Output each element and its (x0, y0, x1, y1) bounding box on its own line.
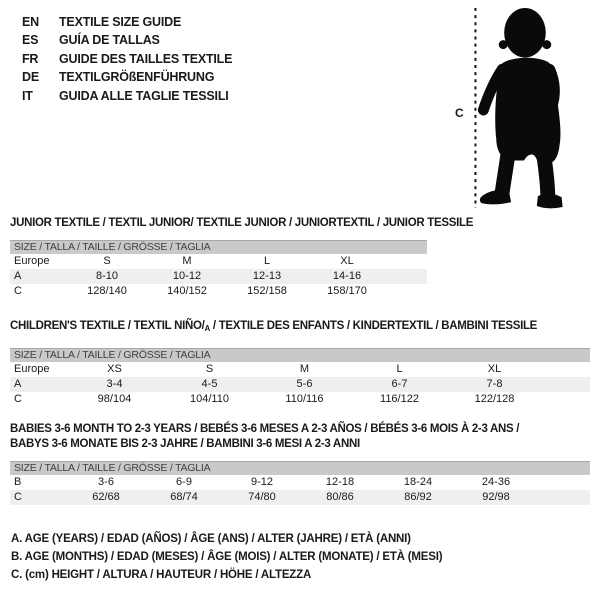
table-rows (10, 475, 590, 505)
size-value: M (299, 363, 310, 375)
table-row (10, 269, 427, 284)
table-row (10, 392, 590, 407)
size-value: 8-10 (95, 270, 119, 282)
size-value: 128/140 (87, 285, 127, 297)
size-header-bar: SIZE / TALLA / TAILLE / GRÖSSE / TAGLIA (10, 461, 590, 475)
language-code: EN (22, 15, 39, 29)
table-row (10, 362, 590, 377)
size-header-bar: SIZE / TALLA / TAILLE / GRÖSSE / TAGLIA (10, 348, 590, 362)
size-value: 116/122 (380, 393, 419, 405)
size-value: L (396, 363, 403, 375)
language-row (22, 50, 232, 68)
table-title (10, 217, 474, 230)
size-value: M (182, 255, 192, 267)
language-title: GUÍA DE TALLAS (59, 33, 160, 48)
row-label: A (14, 378, 22, 390)
row-label: Europe (14, 363, 50, 375)
size-value: 5-6 (296, 378, 313, 390)
row-label: C (14, 491, 22, 503)
row-label: C (14, 393, 22, 405)
size-value: L (263, 255, 271, 267)
size-value: 122/128 (474, 393, 515, 405)
size-value: 62/68 (92, 491, 120, 503)
size-value: 3-6 (98, 476, 114, 488)
size-value: 18-24 (403, 476, 433, 488)
row-label: A (14, 270, 22, 282)
size-value: 6-7 (391, 378, 408, 390)
language-code: ES (22, 33, 39, 48)
size-value: 86/92 (404, 491, 432, 503)
table-title-line: BABYS 3-6 MONATE BIS 2-3 JAHRE / BAMBINI 3-6 MESI A 2-3 ANNI (10, 437, 360, 450)
row-label: Europe (14, 255, 50, 267)
size-value: 12-18 (325, 476, 355, 488)
height-measure-label: C (455, 106, 464, 120)
size-table-children (10, 320, 590, 407)
footnotes (11, 530, 442, 584)
size-value: 12-13 (252, 270, 282, 282)
row-label: B (14, 476, 22, 488)
language-row (22, 87, 232, 105)
table-row (10, 284, 427, 299)
language-row (22, 13, 232, 31)
size-value: 80/86 (326, 491, 354, 503)
size-value: 6-9 (176, 476, 192, 488)
table-title-line: JUNIOR TEXTILE / TEXTIL JUNIOR/ TEXTILE JUNIOR / JUNIORTEXTIL / JUNIOR TESSILE (10, 217, 474, 229)
row-label: C (14, 285, 22, 297)
footnote-line: A. AGE (YEARS) / EDAD (AÑOS) / ÂGE (ANS) / ALTER (JAHRE) / ETÀ (ANNI) (11, 533, 411, 545)
size-value: 24-36 (481, 476, 511, 488)
size-value: 74/80 (248, 491, 276, 503)
footnote-line: C. (cm) HEIGHT / ALTURA / HAUTEUR / HÖHE / ALTEZZA (11, 569, 312, 581)
table-row (10, 475, 590, 490)
size-value: XL (487, 363, 502, 375)
language-row (22, 31, 232, 49)
size-value: 68/74 (170, 491, 198, 503)
table-title (10, 422, 590, 451)
table-row (10, 377, 590, 392)
baby-silhouette-icon (450, 4, 595, 212)
table-title: CHILDREN'S TEXTILE / TEXTIL NIÑO/A / TEXTILE DES ENFANTS / KINDERTEXTIL / BAMBINI TESSILE (10, 320, 538, 333)
table-rows (10, 254, 427, 299)
baby-figure (450, 4, 595, 212)
size-value: 7-8 (486, 378, 503, 390)
size-value: 152/158 (247, 285, 287, 297)
language-code: IT (22, 88, 33, 103)
size-value: S (103, 255, 111, 267)
language-title: TEXTILGRÖßENFÜHRUNG (59, 70, 215, 85)
size-value: 140/152 (167, 285, 207, 297)
table-row (10, 490, 590, 505)
size-value: XS (107, 363, 122, 375)
size-value: S (205, 363, 214, 375)
table-row (10, 254, 427, 269)
table-title-line: BABIES 3-6 MONTH TO 2-3 YEARS / BEBÉS 3-6 MESES A 2-3 AÑOS / BÉBÉS 3-6 MOIS À 2-3 ANS / (10, 423, 520, 435)
footnote-line: B. AGE (MONTHS) / EDAD (MESES) / ÂGE (MOIS) / ALTER (MONATE) / ETÀ (MESI) (11, 551, 443, 563)
size-value: 14-16 (332, 270, 362, 282)
size-value: 4-5 (201, 378, 218, 390)
size-value: 110/116 (285, 393, 324, 405)
size-value: 92/98 (482, 491, 510, 503)
size-value: XL (340, 255, 354, 267)
table-rows (10, 362, 590, 407)
size-value: 104/110 (190, 393, 229, 405)
size-value: 98/104 (97, 393, 132, 405)
size-value: 10-12 (172, 270, 202, 282)
language-title: GUIDA ALLE TAGLIE TESSILI (59, 88, 229, 103)
size-table-babies (10, 422, 590, 505)
language-title: GUIDE DES TAILLES TEXTILE (59, 51, 233, 66)
size-value: 158/170 (327, 285, 367, 297)
language-title-block (22, 13, 232, 105)
size-value: 3-4 (106, 378, 123, 390)
language-code: FR (22, 51, 39, 66)
language-code: DE (22, 70, 39, 85)
size-value: 9-12 (250, 476, 274, 488)
size-header-bar: SIZE / TALLA / TAILLE / GRÖSSE / TAGLIA (10, 240, 427, 254)
size-table-junior (10, 217, 474, 299)
language-title: TEXTILE SIZE GUIDE (59, 15, 182, 29)
language-row (22, 68, 232, 86)
